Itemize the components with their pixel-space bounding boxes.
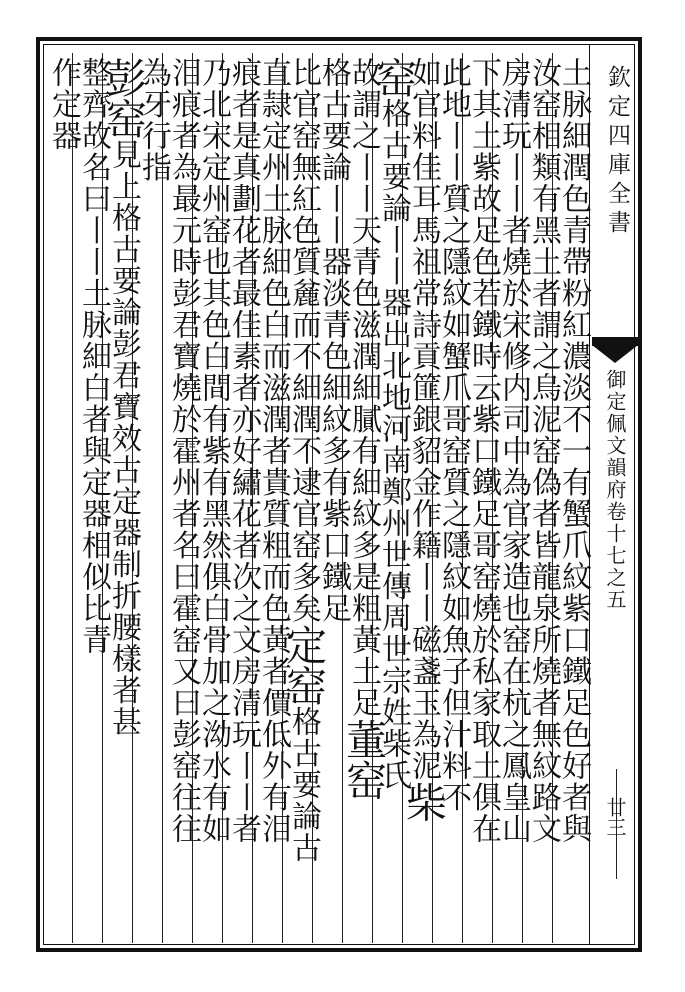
fish-tail-mark [592, 345, 638, 363]
text-column: 乃北宋定州窑也其色白間有紫有黑然俱白骨加之泑水有如 [196, 57, 231, 845]
text-column: 格古要論丨丨器淡青色細紋多有紫口鐵足 [316, 57, 351, 624]
text-column: 直隷定州土脉細色白而滋潤者貴質粗而色黃者價低外有泪 [256, 57, 291, 845]
heading-term: 定窑 [279, 624, 327, 706]
text-column: 汝窑相類有黑土者謂之烏泥窑偽者皆龍泉所燒者無紋路文 [526, 57, 561, 845]
text-column: 房清玩丨丨者燒於宋修内司中為官家造也窑在杭之鳳皇山 [496, 57, 531, 845]
heading-term: 董窑 [339, 718, 387, 801]
text-column: 痕者是真劃花者最佳素者亦好繡花者次之文房清玩丨丨者 [226, 57, 261, 845]
text-column: 比官窑無紅色質麄而不細潤不逮官窑多矣定窑格古要論古 [279, 57, 327, 864]
text-column: 整齊故名曰丨丨土脉細白者與定器相似比青 [76, 57, 111, 656]
text-column: 為牙行指 [136, 57, 171, 183]
heading-term: 彭窑 [99, 57, 147, 139]
text-column: 彭窑見上格古要論彭君寶效古定器制折腰樣者甚 [99, 57, 147, 738]
text-column: 如官料佳耳馬祖常詩貢篚銀貂金作籍丨丨磁盞玉為泥柴 [399, 57, 447, 823]
heading-term: 柴 [399, 781, 447, 823]
section-volume: 御定佩文韻府卷十七之五 [603, 369, 627, 611]
text-column: 泪痕者為最元時彭君寶燒於霍州者名曰霍窑又曰彭窑往往 [166, 57, 201, 845]
heading-term: 窑 [369, 57, 417, 98]
text-body [43, 45, 591, 945]
page-number: 廿三 [603, 797, 627, 837]
text-column: 作定器 [46, 57, 81, 152]
text-column: 下其土紫故足色若鐵時云紫口鐵足哥窑燒於私家取土俱在 [466, 57, 501, 845]
text-column: 窑格古要論丨丨器出北地河南鄭州世傳周世宗姓柴氏 [369, 57, 417, 791]
book-title: 欽定四庫全書 [604, 65, 630, 239]
text-column: 土脉細潤色青帶粉紅濃淡不一有蟹爪紋紫口鐵足色好者與 [556, 57, 591, 845]
fore-edge-margin [589, 45, 639, 945]
text-column: 此地丨丨質之隱紋如蟹爪哥窑質之隱紋如魚子但汁料不 [436, 57, 471, 813]
text-column: 故謂之丨丨天青色滋潤細膩有細紋多是粗黃土足董窑 [339, 57, 387, 801]
